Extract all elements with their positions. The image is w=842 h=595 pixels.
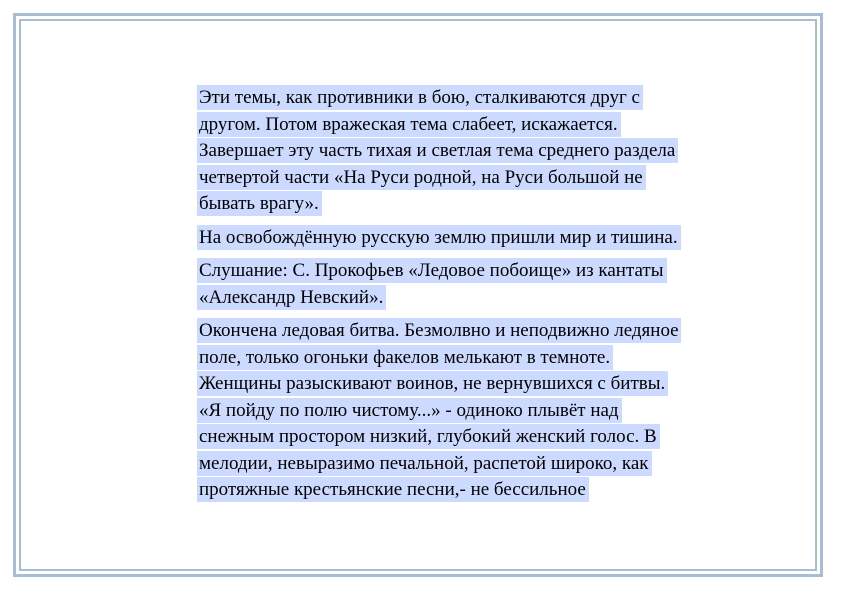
- text-body: [197, 85, 681, 551]
- paragraph-1-text: Эти темы, как противники в бою, сталкиваются друг с другом. Потом вражеская тема слабеет, искажается. Завершает эту часть тихая и светлая тема среднего раздела четвертой части «На Руси родной, на Руси большой не бывать врагу».: [197, 85, 678, 216]
- paragraph-2-text: На освобождённую русскую землю пришли мир и тишина.: [197, 225, 681, 250]
- paragraph-4-text: Окончена ледовая битва. Безмолвно и неподвижно ледяное поле, только огоньки факелов мелькают в темноте. Женщины разыскивают воинов, не вернувшихся с битвы. «Я пойду по полю чистому...» - одиноко плывёт над снежным простором низкий, глубокий женский голос. В мелодии, невыразимо печальной, распетой широко, как протяжные крестьянские песни,- не бессильное: [197, 318, 681, 502]
- paragraph-3: [197, 258, 681, 311]
- paragraph-4: [197, 318, 681, 504]
- paragraph-3-text: Слушание: С. Прокофьев «Ледовое побоище» из кантаты «Александр Невский».: [197, 258, 667, 310]
- paragraph-1: [197, 85, 681, 218]
- paragraph-2: [197, 225, 681, 252]
